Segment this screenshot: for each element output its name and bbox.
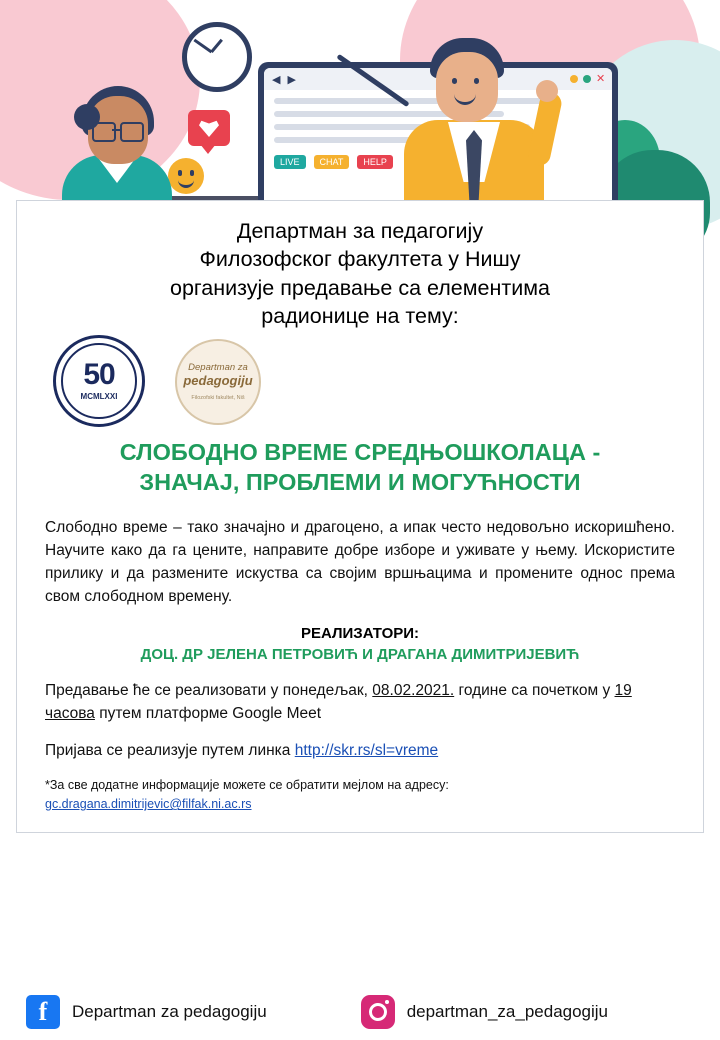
realizers-names: ДОЦ. ДР ЈЕЛЕНА ПЕТРОВИЋ И ДРАГАНА ДИМИТРИЈЕВИЋ (140, 645, 580, 663)
man-eye-left (452, 78, 457, 84)
logo-row (45, 335, 675, 431)
schedule-suffix: путем платформе Google Meet (99, 704, 322, 722)
clock-icon (182, 22, 252, 92)
department-logo-line-2: pedagogiju (183, 373, 253, 389)
schedule-paragraph (45, 679, 675, 726)
browser-window-controls (570, 75, 604, 83)
close-icon: ✕ (596, 73, 606, 85)
glasses-icon (92, 122, 146, 138)
facebook-icon[interactable]: f (26, 995, 60, 1029)
schedule-date: 08.02.2021. (372, 681, 455, 699)
poster-card (16, 200, 704, 833)
browser-nav-arrows-icon: ◀ ▶ (272, 73, 298, 86)
footnote-block (45, 776, 675, 814)
anniversary-logo (53, 335, 145, 427)
registration-link[interactable]: http://skr.rs/sl=vreme (294, 742, 439, 760)
facebook-page-label: Departman za pedagogiju (72, 1002, 267, 1021)
maximize-icon (583, 75, 591, 83)
description-paragraph: Слободно време – тако значајно и драгоцено, а ипак често недовољно искоришћено. Научите како да га цените, направите добре изборе и уживате у њему. Искористите прилику и да разменитe искуства са својим вршњацима и промените однос према свом слободном времену. (45, 518, 675, 606)
department-logo-line-1: Departman za (188, 362, 248, 373)
glasses-lens-right (120, 122, 144, 142)
poster-title-line-2: ЗНАЧАЈ, ПРОБЛЕМИ И МОГУЋНОСТИ (139, 469, 581, 496)
glasses-bridge (112, 129, 120, 131)
schedule-prefix: Предавање ће се реализовати у понедељак, (45, 681, 368, 699)
organizer-block (45, 217, 675, 331)
schedule-middle: године са почетком у (458, 681, 611, 699)
man-head-illustration (436, 52, 498, 122)
placeholder-line (274, 98, 556, 104)
badge-live: LIVE (274, 155, 306, 169)
smiley-eye-right (190, 170, 194, 176)
social-footer (0, 984, 720, 1040)
registration-prefix: Пријава се реализује путем линка (45, 742, 291, 760)
organizer-line-3: организује предавање са елементима (170, 275, 550, 300)
realizers-heading: РЕАЛИЗАТОРИ: (300, 624, 420, 642)
schedule-time: 19 часова (45, 681, 632, 722)
instagram-handle-label: departman_za_pedagogiju (406, 1002, 609, 1021)
poster-title-line-1: СЛОБОДНО ВРЕМЕ СРЕДЊОШКОЛАЦА - (119, 438, 601, 465)
footnote-text: *За све додатне информације можете се обратити мејлом на адресу: (45, 778, 449, 793)
heart-message-icon (188, 110, 230, 146)
anniversary-roman: MCMLXXI (80, 392, 118, 401)
organizer-line-2: Филозофског факултета у Нишу (199, 247, 521, 272)
glasses-lens-left (92, 122, 116, 142)
smiley-icon (168, 158, 204, 194)
organizer-line-4: радионице на тему: (261, 304, 459, 329)
contact-email-link[interactable]: gc.dragana.dimitrijevic@filfak.ni.ac.rs (45, 797, 252, 812)
minimize-icon (570, 75, 578, 83)
anniversary-number: 50 (83, 358, 115, 391)
clock-minute-hand (193, 39, 212, 54)
instagram-icon[interactable] (361, 995, 395, 1029)
smiley-mouth (178, 177, 194, 188)
poster-title (45, 437, 675, 498)
badge-help: HELP (357, 155, 393, 169)
organizer-line-1: Департман за педагогију (236, 219, 484, 243)
department-logo-line-3: Filozofski fakultet, Niš (191, 394, 245, 401)
man-hand-illustration (536, 80, 558, 102)
registration-paragraph (45, 739, 675, 762)
badge-chat: CHAT (314, 155, 350, 169)
smiley-eye-left (178, 170, 182, 176)
bottom-strip (0, 1036, 720, 1040)
department-logo (175, 339, 261, 425)
man-eye-right (474, 78, 479, 84)
